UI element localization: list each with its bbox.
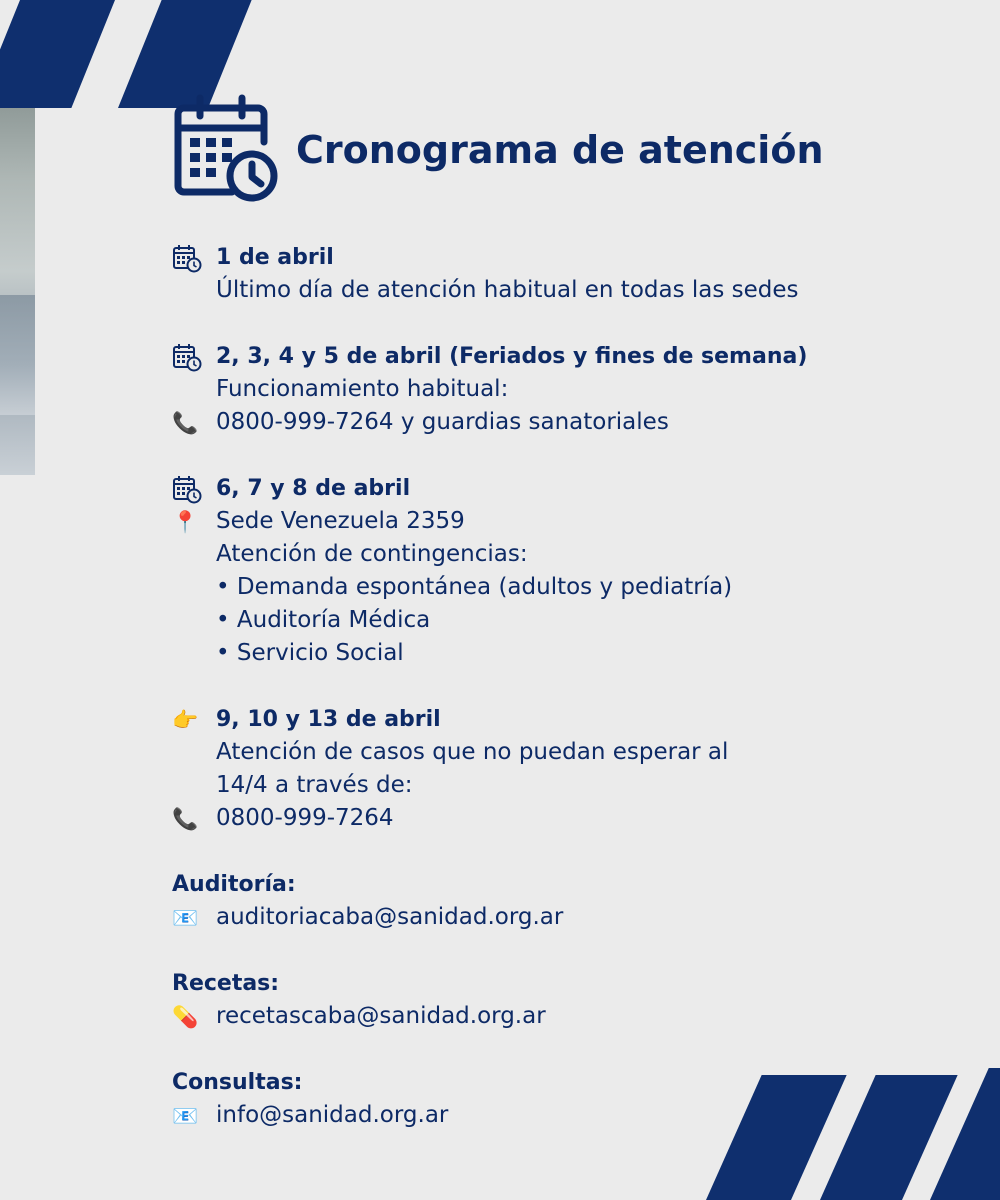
phone-icon: 📞 [172, 806, 199, 831]
email-link[interactable]: 📧 auditoriacaba@sanidad.org.ar [172, 904, 564, 930]
page-title: Cronograma de atención [296, 128, 824, 172]
decorative-stripe [118, 0, 252, 108]
schedule-text: Último día de atención habitual en todas las sedes [216, 277, 799, 303]
background-photo [0, 105, 35, 475]
header [172, 94, 824, 206]
schedule-text: Atención de contingencias: [216, 541, 528, 567]
phone-line: 📞 0800-999-7264 y guardias sanatoriales [172, 409, 669, 435]
schedule-text: Funcionamiento habitual: [216, 376, 509, 402]
pointing-hand-icon: 👉 [172, 707, 199, 732]
calendar-clock-icon [172, 244, 204, 272]
decorative-stripe [0, 0, 115, 108]
schedule-text: • Servicio Social [216, 640, 404, 666]
email-icon: 📧 [172, 1103, 199, 1128]
schedule-date: 6, 7 y 8 de abril [172, 472, 972, 505]
email-icon: 📧 [172, 905, 199, 930]
calendar-clock-icon [172, 343, 204, 371]
schedule-date: 👉 9, 10 y 13 de abril [172, 707, 441, 732]
schedule-text: • Demanda espontánea (adultos y pediatría) [216, 574, 733, 600]
calendar-clock-icon [172, 475, 204, 503]
schedule-text: Atención de casos que no puedan esperar al [216, 739, 729, 765]
schedule-date: 1 de abril [172, 241, 972, 274]
email-link[interactable]: 📧 info@sanidad.org.ar [172, 1102, 449, 1128]
location-pin-icon: 📍 [172, 509, 199, 534]
contact-label: Recetas: [172, 971, 280, 996]
contact-label: Auditoría: [172, 872, 296, 897]
calendar-clock-icon [172, 94, 280, 206]
schedule-text: • Auditoría Médica [216, 607, 431, 633]
schedule-content [172, 241, 972, 1132]
phone-icon: 📞 [172, 410, 199, 435]
pill-icon: 💊 [172, 1004, 199, 1029]
email-link[interactable]: 💊 recetascaba@sanidad.org.ar [172, 1003, 546, 1029]
schedule-date: 2, 3, 4 y 5 de abril (Feriados y fines de semana) [172, 340, 972, 373]
contact-label: Consultas: [172, 1070, 303, 1095]
schedule-text: 14/4 a través de: [216, 772, 413, 798]
location-line: 📍 Sede Venezuela 2359 [172, 508, 465, 534]
phone-line: 📞 0800-999-7264 [172, 805, 394, 831]
